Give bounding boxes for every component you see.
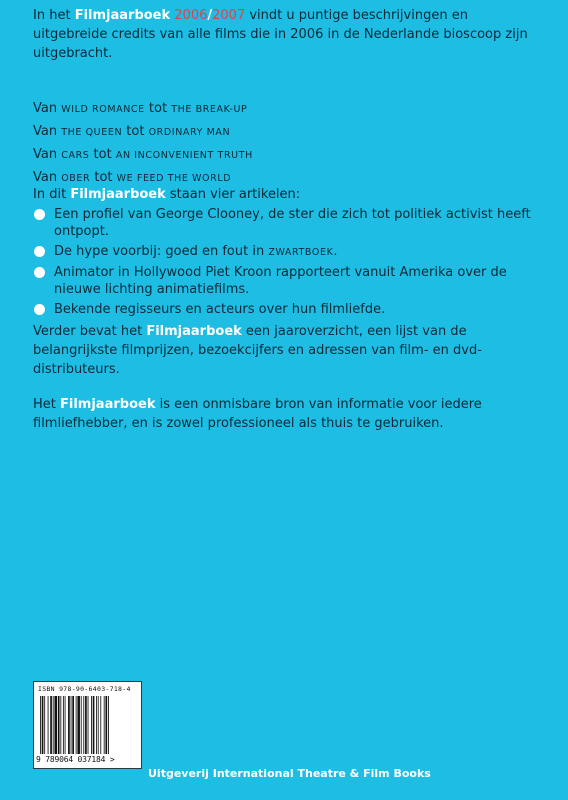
articles-section — [33, 185, 533, 321]
article-text: De hype voorbij: goed en fout in — [54, 244, 269, 259]
barcode-digits: 9 789064 037184 > — [36, 755, 115, 764]
film-title: ORDINARY MAN — [148, 127, 231, 138]
intro-text-start: In het — [33, 8, 75, 23]
film-title: OBER — [61, 173, 91, 184]
brand-filmjaarboek: Filmjaarboek — [74, 8, 171, 23]
articles-lead-end: staan vier artikelen: — [165, 187, 301, 202]
bullet-circle-icon — [34, 209, 45, 220]
article-text: Animator in Hollywood Piet Kroon rapporteert vanuit Amerika over de nieuwe lichting animatiefilms. — [54, 265, 507, 297]
verder-text-rest: een jaaroverzicht, een lijst van de belangrijkste filmprijzen, bezoekcijfers en adressen van film- en dvd-distributeurs. — [33, 324, 482, 377]
verder-paragraph — [33, 322, 533, 379]
barcode — [33, 681, 142, 769]
article-text-end: . — [333, 244, 338, 259]
tot-word: tot — [93, 147, 112, 162]
van-row — [33, 121, 533, 144]
intro-paragraph — [33, 6, 533, 63]
van-tot-list — [33, 98, 533, 190]
van-word: Van — [33, 147, 58, 162]
film-title: AN INCONVENIENT TRUTH — [115, 150, 253, 161]
bullet-circle-icon — [34, 267, 45, 278]
closing-text-rest: is een onmisbare bron van informatie voor iedere filmliefhebber, en is zowel professioneel als thuis te gebruiken. — [33, 397, 482, 431]
barcode-bars-icon — [40, 696, 136, 754]
brand-filmjaarboek: Filmjaarboek — [146, 324, 242, 339]
tot-word: tot — [148, 101, 168, 116]
van-row — [33, 98, 533, 121]
articles-list — [33, 206, 533, 318]
van-word: Van — [33, 170, 58, 185]
articles-lead — [33, 185, 533, 204]
year-slash: / — [207, 8, 213, 23]
article-text: Een profiel van George Clooney, de ster die zich tot politiek activist heeft ontpopt. — [54, 207, 531, 239]
verder-text-start: Verder bevat het — [33, 324, 147, 339]
van-word: Van — [33, 101, 58, 116]
tot-word: tot — [94, 170, 113, 185]
film-title: THE BREAK-UP — [171, 104, 248, 115]
van-word: Van — [33, 124, 58, 139]
film-title: THE QUEEN — [61, 127, 123, 138]
film-title: CARS — [61, 150, 90, 161]
closing-paragraph — [33, 395, 533, 433]
list-item — [33, 243, 533, 261]
van-row — [33, 144, 533, 167]
year-end: 2007 — [212, 8, 246, 23]
isbn-label: ISBN 978-90-6403-718-4 — [38, 685, 131, 693]
bullet-circle-icon — [34, 246, 45, 257]
brand-filmjaarboek: Filmjaarboek — [60, 397, 156, 412]
closing-text-start: Het — [33, 397, 61, 412]
film-title: ZWARTBOEK — [268, 247, 334, 258]
film-title: WILD ROMANCE — [61, 104, 145, 115]
tot-word: tot — [126, 124, 145, 139]
film-title: WE FEED THE WORLD — [116, 173, 232, 184]
list-item — [33, 301, 533, 318]
year-start: 2006 — [174, 8, 208, 23]
article-text: Bekende regisseurs en acteurs over hun filmliefde. — [54, 302, 386, 317]
list-item — [33, 206, 533, 240]
list-item — [33, 264, 533, 298]
intro-text-rest: vindt u puntige beschrijvingen en uitgebreide credits van alle films die in 2006 in de Nederlande bioscoop zijn uitgebracht. — [33, 8, 528, 61]
brand-filmjaarboek: Filmjaarboek — [70, 187, 166, 202]
publisher-name: Uitgeverij International Theatre & Film Books — [148, 767, 431, 780]
articles-lead-start: In dit — [33, 187, 71, 202]
bullet-circle-icon — [34, 304, 45, 315]
